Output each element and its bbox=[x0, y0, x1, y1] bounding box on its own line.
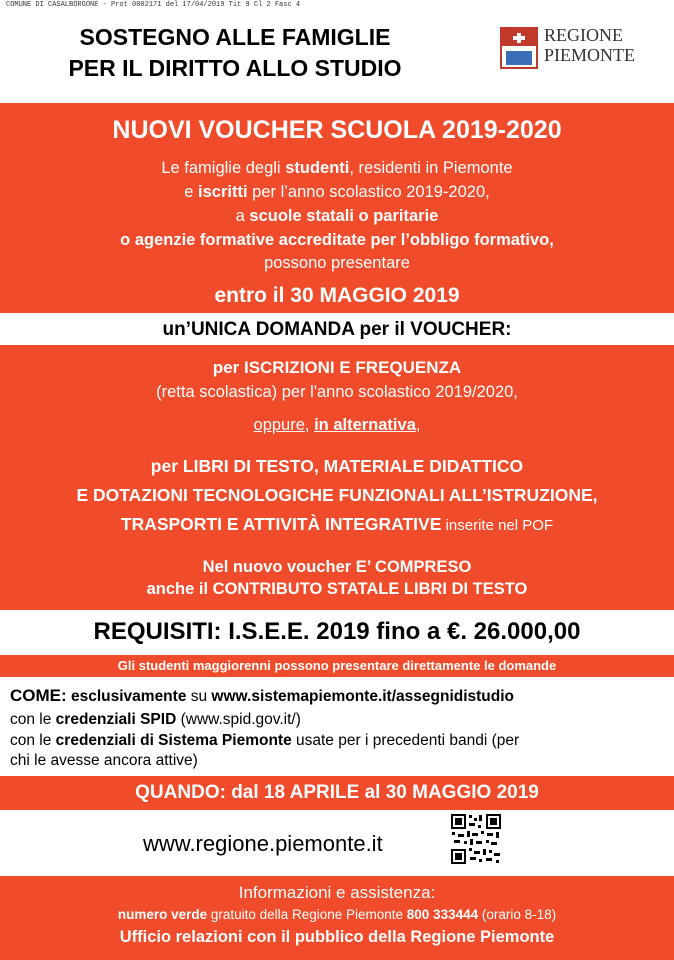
intro-line-4: o agenzie formative accreditate per l’obbligo formativo, bbox=[120, 231, 554, 249]
page-title: NUOVI VOUCHER SCUOLA 2019-2020 bbox=[112, 116, 562, 144]
adult-students-note: Gli studenti maggiorenni possono presentare direttamente le domande bbox=[117, 658, 557, 673]
included-line-2: anche il CONTRIBUTO STATALE LIBRI DI TESTO bbox=[146, 580, 528, 598]
website-link[interactable]: www.regione.piemonte.it bbox=[143, 831, 383, 856]
intro-line-5: possono presentare bbox=[264, 254, 410, 272]
option-a-subtitle: (retta scolastica) per l'anno scolastico 2019/2020, bbox=[156, 383, 518, 401]
requirements: REQUISITI: I.S.E.E. 2019 fino a €. 26.000,00 bbox=[93, 618, 581, 645]
how-line-1: COME: esclusivamente su www.sistemapiemonte.it/assegnidistudio bbox=[10, 686, 515, 705]
application-url-link[interactable]: www.sistemapiemonte.it/assegnidistudio bbox=[211, 688, 515, 705]
unique-request: un’UNICA DOMANDA per il VOUCHER: bbox=[162, 319, 512, 340]
regione-piemonte-logo bbox=[500, 25, 640, 73]
option-b-title-1: per LIBRI DI TESTO, MATERIALE DIDATTICO bbox=[150, 456, 524, 476]
intro-line-2: e iscritti per l’anno scolastico 2019-2020, bbox=[184, 183, 490, 201]
toll-free-number[interactable]: 800 333444 bbox=[406, 907, 479, 922]
header-line-1: SOSTEGNO ALLE FAMIGLIE bbox=[79, 24, 391, 50]
footer-info-title: Informazioni e assistenza: bbox=[238, 883, 436, 902]
spid-link[interactable]: (www.spid.gov.it/) bbox=[176, 711, 301, 728]
how-line-4: chi le avesse ancora attive) bbox=[10, 752, 198, 769]
option-b-title-2: E DOTAZIONI TECNOLOGICHE FUNZIONALI ALL’ISTRUZIONE, bbox=[76, 485, 598, 505]
how-line-3: con le credenziali di Sistema Piemonte usate per i precedenti bandi (per bbox=[10, 732, 520, 749]
intro-line-3: a scuole statali o paritarie bbox=[235, 207, 439, 225]
qr-code-icon bbox=[450, 813, 502, 865]
option-b-title-3: TRASPORTI E ATTIVITÀ INTEGRATIVE inserite nel POF bbox=[120, 514, 554, 534]
when: QUANDO: dal 18 APRILE al 30 MAGGIO 2019 bbox=[135, 782, 539, 803]
deadline: entro il 30 MAGGIO 2019 bbox=[214, 284, 460, 307]
footer-phone-line: numero verde gratuito della Regione Piemonte 800 333444 (orario 8-18) bbox=[117, 907, 557, 922]
how-line-2: con le credenziali SPID (www.spid.gov.it/) bbox=[10, 711, 301, 728]
header-line-2: PER IL DIRITTO ALLO STUDIO bbox=[68, 55, 402, 81]
option-a-title: per ISCRIZIONI E FREQUENZA bbox=[212, 358, 462, 377]
urp-link-wrap bbox=[0, 928, 674, 947]
included-line-1: Nel nuovo voucher E’ COMPRESO bbox=[202, 558, 472, 576]
urp-link[interactable]: Ufficio relazioni con il pubblico della Regione Piemonte bbox=[119, 928, 555, 946]
logo-line-2: PIEMONTE bbox=[544, 45, 635, 65]
regione-piemonte-flag-icon bbox=[500, 27, 538, 69]
protocol-stamp: COMUNE DI CASALBORGONE - Prot 0002171 del 17/04/2019 Tit 9 Cl 2 Fasc 4 bbox=[6, 1, 301, 9]
logo-line-1: REGIONE bbox=[544, 25, 623, 45]
intro-line-1: Le famiglie degli studenti, residenti in Piemonte bbox=[161, 159, 513, 177]
alternative-line: oppure, in alternativa, bbox=[253, 416, 421, 434]
